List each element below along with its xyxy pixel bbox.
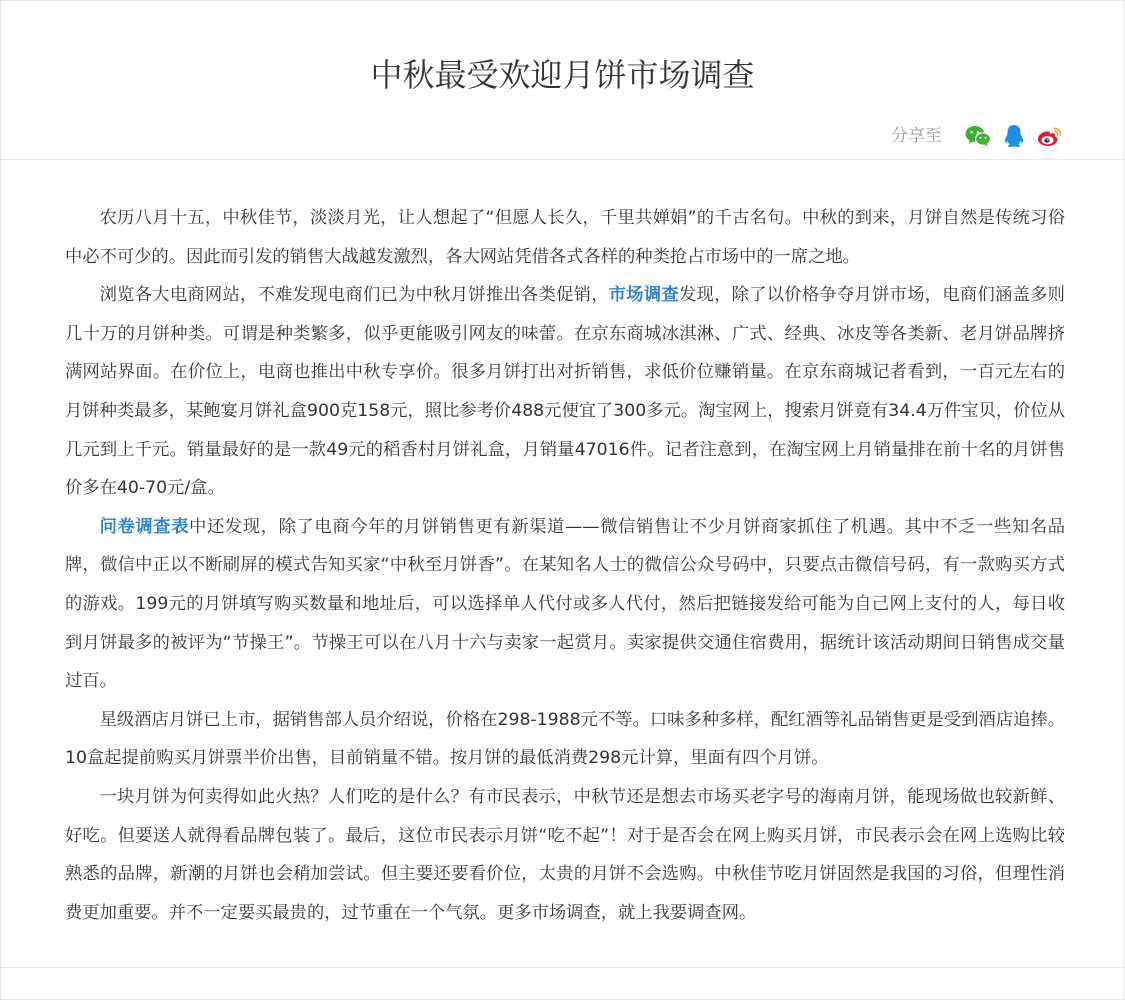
paragraph [65,199,1065,276]
paragraph-text: 浏览各大电商网站，不难发现电商们已为中秋月饼推出各类促销， [99,285,609,306]
paragraph-text: 一块月饼为何卖得如此火热？人们吃的是什么？有市民表示，中秋节还是想去市场买老字号的海南月饼，能现场做也较新鲜、好吃。但要送人就得看品牌包装了。最后，这位市民表示月饼“吃不起”！对于是否会在网上购买月饼，市民表示会在网上选购比较熟悉的品牌，新潮的月饼也会稍加尝试。但主要还要看价位，太贵的月饼不会选购。中秋佳节吃月饼固然是我国的习俗，但理性消费更加重要。并不一定要买最贵的，过节重在一个气氛。更多市场调查，就上我要调查网。 [65,786,1065,923]
paragraph-text: 发现，除了以价格争夺月饼市场，电商们涵盖多则几十万的月饼种类。可谓是种类繁多，似乎更能吸引网友的味蕾。在京东商城冰淇淋、广式、经典、冰皮等各类新、老月饼品牌挤满网站界面。在价位上，电商也推出中秋专享价。很多月饼打出对折销售，求低价位赚销量。在京东商城记者看到，一百元左右的月饼种类最多，某鲍宴月饼礼盒900克158元，照比参考价488元便宜了300多元。淘宝网上，搜索月饼竟有34.4万件宝贝，价位从几元到上千元。销量最好的是一款49元的稻香村月饼礼盒，月销量47016件。记者注意到，在淘宝网上月销量排在前十名的月饼售价多在40-70元/盒。 [65,285,1065,499]
weibo-icon[interactable] [1036,122,1064,150]
paragraph-text: 农历八月十五，中秋佳节，淡淡月光，让人想起了“但愿人长久，千里共婵娟”的千古名句。中秋的到来，月饼自然是传统习俗中必不可少的。因此而引发的销售大战越发激烈，各大网站凭借各式各样的种类抢占市场中的一席之地。 [65,208,1065,267]
paragraph [65,778,1065,932]
article-body [65,199,1065,932]
paragraph [65,276,1065,508]
wechat-icon[interactable] [964,122,992,150]
footer-divider [1,967,1124,968]
share-label: 分享至 [891,126,942,146]
paragraph-text: 中还发现，除了电商今年的月饼销售更有新渠道——微信销售让不少月饼商家抓住了机遇。其中不乏一些知名品牌，微信中正以不断刷屏的模式告知买家“中秋至月饼香”。在某知名人士的微信公众号码中，只要点击微信号码，有一款购买方式的游戏。199元的月饼填写购买数量和地址后，可以选择单人代付或多人代付，然后把链接发给可能为自己网上支付的人，每日收到月饼最多的被评为“节操王”。节操王可以在八月十六与卖家一起赏月。卖家提供交通住宿费用，据统计该活动期间日销售成交量过百。 [65,516,1065,692]
paragraph-text: 星级酒店月饼已上市，据销售部人员介绍说，价格在298-1988元不等。口味多种多样，配红酒等礼品销售更是受到酒店追捧。10盒起提前购买月饼票半价出售，目前销量不错。按月饼的最低消费298元计算，里面有四个月饼。 [65,709,1065,769]
paragraph [65,701,1065,778]
article-header [1,1,1124,160]
paragraph [65,508,1065,701]
qq-icon[interactable] [1000,122,1028,150]
page-title: 中秋最受欢迎月饼市场调查 [370,56,755,94]
share-bar [891,119,1064,153]
questionnaire-link[interactable]: 问卷调查表 [99,516,190,537]
market-research-link[interactable]: 市场调查 [608,285,679,306]
